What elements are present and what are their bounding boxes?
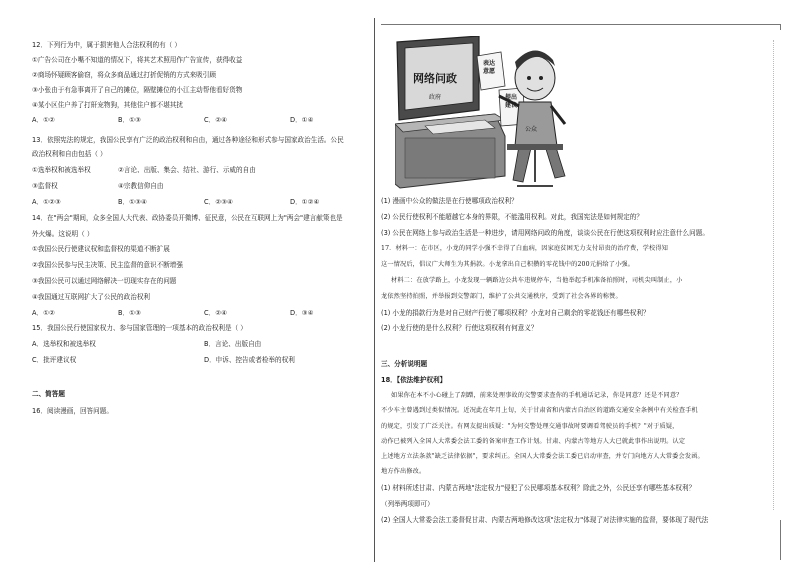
q14-item: ②我国公民参与民主决策、民主监督的意识不断增强	[32, 261, 183, 269]
q14-stem-cont: 外火爆。这说明（ ）	[32, 230, 94, 238]
q14-option-b: B．①③	[118, 309, 141, 317]
q14-option-a: A．①②	[32, 309, 55, 317]
q16-stem: 16．阅读漫画，回答问题。	[32, 407, 113, 415]
q12-item: ①广告公司在小嘴不知道的情况下，将其艺术照用作广告宣传，获得收益	[32, 56, 243, 64]
q13-item: ②言论、出版、集会、结社、游行、示威的自由	[118, 166, 256, 174]
q18-title: 18．【依法维护权利】	[381, 376, 447, 384]
q14-option-c: C．②④	[204, 309, 228, 317]
q18-sub-1-note: （列举两项即可）	[381, 500, 434, 508]
q17-material1-line2: 这一情况后，倡议广大师生为其捐款。小龙拿出自己积攒的零花钱中的200元捐给了小强。	[381, 261, 635, 268]
section-title-short-answer: 二、简答题	[32, 390, 65, 398]
q12-option-b: B．①③	[118, 116, 141, 124]
q16-sub-3: (3) 公民在网络上参与政治生活是一种进步，请用网络问政的角度，谈谈公民在行使这项权利时应注意什么问题。	[381, 229, 709, 237]
screen-subtitle: 政府	[429, 94, 442, 101]
q15-option-d: D．申诉、控告或者检举的权利	[204, 356, 295, 364]
section-title-analysis: 三、分析说明题	[381, 360, 428, 368]
q15-option-a: A．选举权和被选举权	[32, 340, 96, 348]
q12-option-a: A．①②	[32, 116, 55, 124]
q15-option-b: B．言论、出版自由	[204, 340, 262, 348]
q18-para-line6: 地方作出修改。	[381, 468, 426, 475]
q18-para-line4: 动作已被列入全国人大常委会法工委的备案审查工作计划。甘肃、内蒙古等地方人大已就此事作出说明。认定	[381, 438, 686, 445]
q18-sub-2: (2) 全国人大常委会法工委督促甘肃、内蒙古两地修改这项"法定权力"体现了对法律实施的监督，要体现了现代法	[381, 516, 709, 524]
cartoon-illustration	[395, 36, 580, 196]
q18-para-line2: 不少车主曾遇到过类似情况。近况此在年月上旬，关于甘肃省和内蒙古自治区的道路交通安全条例中有关检查手机	[381, 407, 698, 414]
column-divider	[374, 18, 375, 562]
q13-option-d: D．①②④	[290, 198, 320, 206]
right-border-top	[780, 24, 781, 30]
q14-item: ③我国公民可以通过网络解决一切现实存在的问题	[32, 277, 177, 285]
q13-stem: 13．依照宪法的规定，我国公民享有广泛的政治权利和自由，通过各种途径和形式参与国家政治生活。公民	[32, 136, 344, 144]
q13-stem-cont: 政治权利和自由包括（ ）	[32, 150, 107, 158]
q17-sub-2: (2) 小龙行使的是什么权利？行使这项权利有何意义？	[381, 324, 538, 332]
q17-material1-line1: 17．材料一：在市区，小龙的同学小强不幸得了白血病，因家庭贫困无力支付昂贵的治疗费，学校得知	[381, 245, 669, 252]
q13-option-b: B．①③④	[118, 198, 147, 206]
q13-item: ③监督权	[32, 182, 58, 190]
q13-option-a: A．①②③	[32, 198, 61, 206]
q17-material2-line1: 材料二：在放学路上，小龙发现一辆路边公共车违规停车，当他举起手机准备拍照时，司机尖叫制止，小	[391, 277, 683, 284]
paper-label-2: 提出建议	[505, 94, 518, 109]
q16-sub-1: (1) 漫画中公众的做法是在行使哪项政治权利？	[381, 197, 518, 205]
q12-item: ②商场怀疑顾客偷窃，将众多商品通过打折促销的方式来吸引顾	[32, 71, 216, 79]
binding-dots	[773, 40, 774, 510]
q12-item: ③小张由于有急事离开了自己的摊位，隔壁摊位的小江主动帮他看好货物	[32, 86, 243, 94]
q14-item: ④我国通过互联网扩大了公民的政治权利	[32, 293, 151, 301]
q12-item: ④某小区住户养了打鼾宠物狗，其他住户都不堪其扰	[32, 101, 183, 109]
q14-stem: 14．在"两会"期间，众多全国人大代表、政协委员开微博、征民意，公民在互联网上为"两会"建言献策也是	[32, 214, 343, 222]
top-rule	[381, 24, 781, 25]
q13-item: ④宗教信仰自由	[118, 182, 164, 190]
q13-item: ①选举权和被选举权	[32, 166, 91, 174]
q14-option-d: D．③④	[290, 309, 314, 317]
q12-stem: 12．下列行为中，属于损害他人合法权利的有（ ）	[32, 41, 181, 49]
q18-sub-1: (1) 材料所述甘肃、内蒙古两地"法定权力"侵犯了公民哪项基本权利？除此之外，公民还享有哪些基本权利？	[381, 484, 696, 492]
right-border-bottom	[780, 520, 781, 560]
q18-para-line3: 的规定，引发了广泛关注。有网友提出质疑："为何交警处理交通事故时要调看驾驶员的手机？"对于质疑，	[381, 423, 679, 430]
q15-option-c: C．批评建议权	[32, 356, 77, 364]
q18-para-line1: 如果你在本不小心碰上了刮蹭，前来处理事故的交警要求查你的手机通话记录，你是同意？还是不同意？	[391, 392, 683, 399]
q16-sub-2: (2) 公民行使权利不能超越它本身的界限，不能滥用权利。对此，我国宪法是如何规定的？	[381, 213, 643, 221]
q12-option-c: C．②④	[204, 116, 228, 124]
q17-sub-1: (1) 小龙的捐款行为是对自己财产行使了哪项权利？小龙对自己剩余的零花钱还有哪些权利？	[381, 309, 650, 317]
q12-option-d: D．①④	[290, 116, 314, 124]
paper-label-1: 表达意愿	[483, 60, 496, 75]
screen-title: 网络问政	[413, 72, 457, 85]
q17-material2-line2: 龙依然坚持拍照，并举报到交警部门，维护了公共交通秩序，受到了社会各界的称赞。	[381, 293, 622, 300]
q15-stem: 15．我国公民行使国家权力、参与国家管理的一项基本的政治权利是（ ）	[32, 324, 247, 332]
q13-option-c: C．②③④	[204, 198, 233, 206]
q14-item: ①我国公民行使建议权和监督权的渠道不断扩展	[32, 245, 170, 253]
q18-para-line5: 上述地方立法条款"缺乏法律依据"，要求纠正。全国人大常委会法工委已启动审查，并专门向地方人大常委会发函。	[381, 453, 704, 460]
person-tag: 公众	[525, 126, 538, 133]
